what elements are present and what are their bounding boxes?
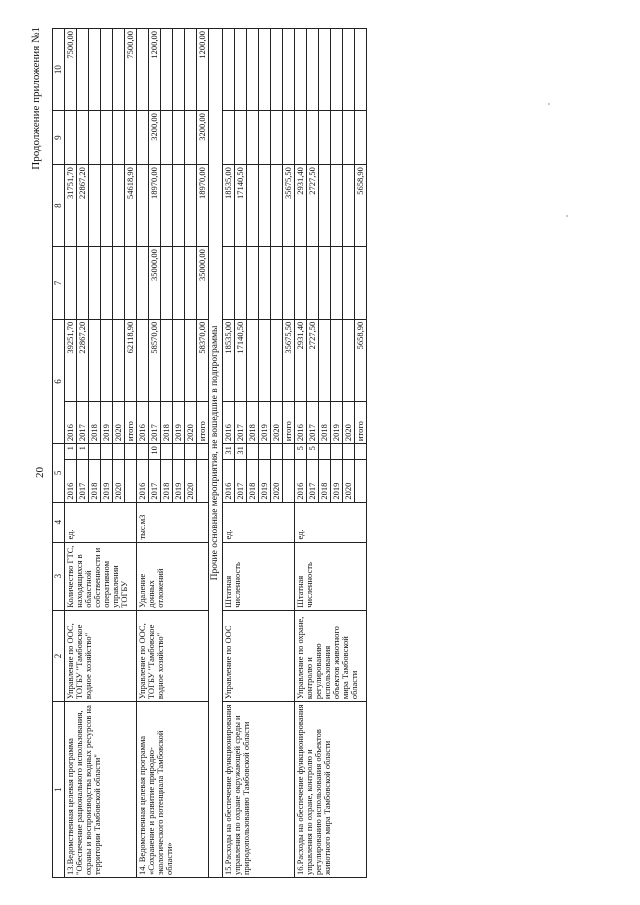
local-cell: 3200,00 [148, 111, 160, 165]
local-cell [223, 111, 235, 165]
finance-year: 2020 [342, 401, 354, 443]
column-number: 7 [53, 247, 65, 320]
regional-cell: 18970,00 [196, 165, 208, 247]
local-cell [295, 111, 307, 165]
indicator-value: 31 [235, 444, 247, 460]
federal-cell [342, 247, 354, 320]
federal-cell [125, 247, 137, 320]
finance-year: 2019 [101, 401, 113, 443]
federal-cell [259, 247, 271, 320]
regional-cell: 2727,50 [306, 165, 318, 247]
total-cell: 17140,50 [235, 319, 247, 401]
total-cell [160, 319, 172, 401]
local-cell [65, 111, 77, 165]
extra-cell [330, 29, 342, 111]
column-number: 9 [53, 111, 65, 165]
indicator-year: 2019 [172, 460, 184, 502]
indicator-year [125, 460, 137, 502]
unit: тыс.м3 [136, 502, 208, 542]
regional-cell [172, 165, 184, 247]
extra-cell [136, 29, 148, 111]
regional-cell [247, 165, 259, 247]
finance-year: 2020 [184, 401, 196, 443]
table-row [136, 29, 148, 878]
column-number: 3 [53, 542, 65, 610]
indicator-year: 2016 [223, 460, 235, 502]
extra-cell [318, 29, 330, 111]
total-cell [318, 319, 330, 401]
local-cell [125, 111, 137, 165]
federal-cell [184, 247, 196, 320]
extra-cell [172, 29, 184, 111]
indicator: Штатная численность [295, 542, 367, 610]
section-row [208, 29, 223, 878]
total-cell: 2931,40 [295, 319, 307, 401]
local-cell [172, 111, 184, 165]
indicator-value [196, 444, 208, 460]
federal-cell [65, 247, 77, 320]
indicator-year: 2018 [318, 460, 330, 502]
regional-cell: 35675,50 [283, 165, 295, 247]
total-cell: 2727,50 [306, 319, 318, 401]
total-cell [136, 319, 148, 401]
indicator-year: 2020 [342, 460, 354, 502]
indicator-year: 2020 [184, 460, 196, 502]
finance-year: итого [196, 401, 208, 443]
federal-cell: 35000,00 [148, 247, 160, 320]
indicator-year [283, 460, 295, 502]
total-cell [247, 319, 259, 401]
regional-cell [318, 165, 330, 247]
extra-cell [342, 29, 354, 111]
extra-cell [89, 29, 101, 111]
regional-cell [101, 165, 113, 247]
column-number: 4 [53, 502, 65, 542]
column-number-row [53, 29, 65, 878]
indicator-value [283, 444, 295, 460]
indicator-value [125, 444, 137, 460]
total-cell: 58370,00 [196, 319, 208, 401]
local-cell [77, 111, 89, 165]
indicator-value [172, 444, 184, 460]
local-cell [247, 111, 259, 165]
finance-year: 2019 [259, 401, 271, 443]
finance-year: 2017 [77, 401, 89, 443]
extra-cell [101, 29, 113, 111]
extra-cell [223, 29, 235, 111]
regional-cell: 18970,00 [148, 165, 160, 247]
executor: Управление по ООС, ТОГБУ "Тамбовское водное хозяйство" [136, 610, 208, 701]
federal-cell [247, 247, 259, 320]
regional-cell [160, 165, 172, 247]
column-number: 8 [53, 165, 65, 247]
executor: Управление по ООС [223, 610, 295, 701]
total-cell [89, 319, 101, 401]
finance-year: 2018 [247, 401, 259, 443]
total-cell [184, 319, 196, 401]
local-cell [113, 111, 125, 165]
finance-year: 2018 [318, 401, 330, 443]
rotated-content [30, 23, 630, 878]
indicator: Удаление донных отложений [136, 542, 208, 610]
total-cell: 39251,70 [65, 319, 77, 401]
local-cell: 3200,00 [196, 111, 208, 165]
finance-year: 2020 [271, 401, 283, 443]
unit: ед. [223, 502, 295, 542]
regional-cell [342, 165, 354, 247]
indicator-year [196, 460, 208, 502]
extra-cell [235, 29, 247, 111]
total-cell: 58570,00 [148, 319, 160, 401]
indicator-year: 2017 [77, 460, 89, 502]
regional-cell: 54618,90 [125, 165, 137, 247]
total-cell [330, 319, 342, 401]
extra-cell [259, 29, 271, 111]
regional-cell: 2931,40 [295, 165, 307, 247]
local-cell [89, 111, 101, 165]
regional-cell: 31751,70 [65, 165, 77, 247]
finance-year: 2019 [172, 401, 184, 443]
total-cell [259, 319, 271, 401]
continuation-header: Продолжение приложения №1 [30, 27, 42, 170]
federal-cell [235, 247, 247, 320]
extra-cell [160, 29, 172, 111]
finance-year: итого [354, 401, 366, 443]
federal-cell [77, 247, 89, 320]
extra-cell [247, 29, 259, 111]
indicator-value: 1 [77, 444, 89, 460]
local-cell [184, 111, 196, 165]
extra-cell: 7500,00 [65, 29, 77, 111]
unit: ед. [65, 502, 137, 542]
indicator-value: 5 [295, 444, 307, 460]
finance-year: итого [125, 401, 137, 443]
indicator-value [342, 444, 354, 460]
finance-year: 2018 [160, 401, 172, 443]
finance-year: 2016 [136, 401, 148, 443]
regional-cell [184, 165, 196, 247]
local-cell [318, 111, 330, 165]
indicator-year: 2020 [113, 460, 125, 502]
regional-cell [330, 165, 342, 247]
indicator-value [247, 444, 259, 460]
indicator-value [160, 444, 172, 460]
local-cell [235, 111, 247, 165]
total-cell: 5658,90 [354, 319, 366, 401]
extra-cell: 7500,00 [125, 29, 137, 111]
indicator-year: 2017 [306, 460, 318, 502]
column-number: 2 [53, 610, 65, 701]
regional-cell [259, 165, 271, 247]
table-row [223, 29, 235, 878]
indicator-value [136, 444, 148, 460]
regional-cell [271, 165, 283, 247]
local-cell [136, 111, 148, 165]
indicator-year: 2016 [65, 460, 77, 502]
federal-cell [283, 247, 295, 320]
indicator-value [354, 444, 366, 460]
finance-year: 2017 [306, 401, 318, 443]
federal-cell [113, 247, 125, 320]
federal-cell [306, 247, 318, 320]
table-row [65, 29, 77, 878]
unit: ед. [295, 502, 367, 542]
extra-cell [184, 29, 196, 111]
indicator-value [271, 444, 283, 460]
local-cell [330, 111, 342, 165]
indicator-value [184, 444, 196, 460]
federal-cell [223, 247, 235, 320]
regional-cell [113, 165, 125, 247]
program-name: 13.Ведомственная целевая программа "Обеспечение рационального использования, охраны и воспроизводства водных ресурсов на территории Тамбовской области" [65, 702, 137, 878]
program-name: 15.Расходы на обеспечение функционирования управления по охране окружающей среды и природопользованию Тамбовской области [223, 702, 295, 878]
regional-cell: 22867,20 [77, 165, 89, 247]
extra-cell [271, 29, 283, 111]
local-cell [271, 111, 283, 165]
local-cell [342, 111, 354, 165]
federal-cell: 35000,00 [196, 247, 208, 320]
finance-year: 2016 [295, 401, 307, 443]
executor: Управление по охране, контролю и регулированию использования объектов животного мира Тамбовской области [295, 610, 367, 701]
federal-cell [160, 247, 172, 320]
local-cell [354, 111, 366, 165]
indicator-year: 2018 [160, 460, 172, 502]
indicator-year [354, 460, 366, 502]
column-number: 10 [53, 29, 65, 111]
federal-cell [89, 247, 101, 320]
indicator-value: 5 [306, 444, 318, 460]
local-cell [283, 111, 295, 165]
extra-cell [113, 29, 125, 111]
indicator-value: 10 [148, 444, 160, 460]
regional-cell: 17140,50 [235, 165, 247, 247]
indicator-year: 2019 [101, 460, 113, 502]
total-cell [342, 319, 354, 401]
extra-cell [283, 29, 295, 111]
program-name: 16.Расходы на обеспечение функционирования управления по охране, контролю и регулированию использования объектов животного мира Тамбовской области [295, 702, 367, 878]
total-cell: 22867,20 [77, 319, 89, 401]
regional-cell [89, 165, 101, 247]
finance-year: 2017 [148, 401, 160, 443]
column-number: 5 [53, 444, 65, 503]
column-number: 6 [53, 319, 65, 443]
finance-year: 2020 [113, 401, 125, 443]
scan-speck [548, 103, 550, 105]
extra-cell: 1200,00 [148, 29, 160, 111]
indicator-year: 2019 [330, 460, 342, 502]
extra-cell [306, 29, 318, 111]
indicator-year: 2019 [259, 460, 271, 502]
scan-speck [566, 215, 568, 217]
total-cell: 18535,00 [223, 319, 235, 401]
column-number: 1 [53, 702, 65, 878]
local-cell [160, 111, 172, 165]
indicator-year: 2020 [271, 460, 283, 502]
finance-year: 2018 [89, 401, 101, 443]
extra-cell [295, 29, 307, 111]
executor: Управление по ООС, ТОГБУ "Тамбовское водное хозяйство" [65, 610, 137, 701]
regional-cell: 5658,90 [354, 165, 366, 247]
indicator-value [89, 444, 101, 460]
regional-cell [136, 165, 148, 247]
page-number: 20 [34, 467, 46, 478]
indicator: Штатная численность [223, 542, 295, 610]
federal-cell [136, 247, 148, 320]
finance-year: 2017 [235, 401, 247, 443]
indicator-value: 31 [223, 444, 235, 460]
indicator-year: 2018 [247, 460, 259, 502]
total-cell [101, 319, 113, 401]
local-cell [306, 111, 318, 165]
finance-year: 2019 [330, 401, 342, 443]
indicator-value [101, 444, 113, 460]
total-cell: 62118,90 [125, 319, 137, 401]
extra-cell [77, 29, 89, 111]
federal-cell [330, 247, 342, 320]
total-cell [271, 319, 283, 401]
indicator-year: 2016 [295, 460, 307, 502]
indicator-year: 2018 [89, 460, 101, 502]
federal-cell [271, 247, 283, 320]
section-title: Прочие основные мероприятия, не вошедшие в подпрограммы [208, 29, 223, 878]
local-cell [259, 111, 271, 165]
indicator-year: 2016 [136, 460, 148, 502]
total-cell [172, 319, 184, 401]
local-cell [101, 111, 113, 165]
program-name: 14. Ведомственная целевая программа «Сохранение и развитие природно-экологического потенциала Тамбовской области» [136, 702, 208, 878]
indicator-value [113, 444, 125, 460]
federal-cell [172, 247, 184, 320]
federal-cell [295, 247, 307, 320]
indicator-value [330, 444, 342, 460]
federal-cell [101, 247, 113, 320]
program-table [52, 28, 367, 878]
finance-year: итого [283, 401, 295, 443]
extra-cell [354, 29, 366, 111]
finance-year: 2016 [65, 401, 77, 443]
indicator-value: 1 [65, 444, 77, 460]
federal-cell [318, 247, 330, 320]
indicator-year: 2017 [148, 460, 160, 502]
total-cell: 35675,50 [283, 319, 295, 401]
indicator-value [259, 444, 271, 460]
table-row [295, 29, 307, 878]
finance-year: 2016 [223, 401, 235, 443]
regional-cell: 18535,00 [223, 165, 235, 247]
total-cell [113, 319, 125, 401]
extra-cell: 1200,00 [196, 29, 208, 111]
indicator-year: 2017 [235, 460, 247, 502]
federal-cell [354, 247, 366, 320]
indicator: Количество ГТС, находящихся в областной собственности и оперативном управлении ТОГБУ [65, 542, 137, 610]
indicator-value [318, 444, 330, 460]
